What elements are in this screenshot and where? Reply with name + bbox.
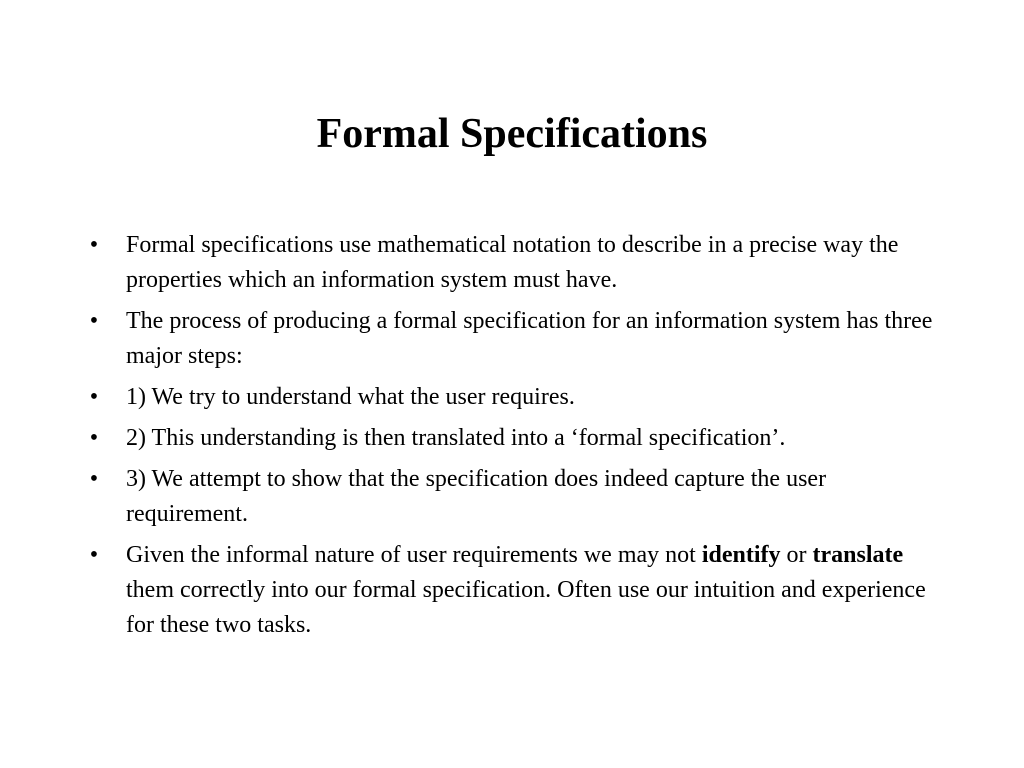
bullet-item	[84, 538, 944, 643]
slide-title: Formal Specifications	[316, 111, 708, 157]
bullet-text-part: or	[780, 542, 813, 568]
bullet-item	[84, 421, 944, 456]
bullet-text-part: them correctly into our formal specification. Often use our intuition and experience for these two tasks.	[126, 577, 926, 638]
bullet-icon: •	[89, 232, 99, 258]
bullet-text: Formal specifications use mathematical notation to describe in a precise way the properties which an information system must have.	[126, 232, 899, 293]
bullet-text: 3) We attempt to show that the specification does indeed capture the user requirement.	[126, 466, 827, 527]
bullet-text: The process of producing a formal specification for an information system has three major steps:	[126, 308, 933, 369]
bullet-item	[84, 228, 944, 298]
bullet-item	[84, 304, 944, 374]
bullet-text: 1) We try to understand what the user requires.	[126, 384, 575, 410]
bullet-item	[84, 462, 944, 532]
bullet-icon: •	[89, 308, 99, 334]
bullet-text	[126, 542, 926, 638]
bold-term-identify: identify	[701, 542, 781, 568]
bullet-item	[84, 380, 944, 415]
bullet-icon: •	[89, 425, 99, 451]
bullet-text: 2) This understanding is then translated into a ‘formal specification’.	[126, 425, 786, 451]
bullet-icon: •	[89, 542, 99, 568]
bullet-icon: •	[89, 384, 99, 410]
bullet-icon: •	[89, 466, 99, 492]
bullet-list	[84, 228, 944, 649]
bold-term-translate: translate	[812, 542, 904, 568]
bullet-text-part: Given the informal nature of user requirements we may not	[126, 542, 702, 568]
